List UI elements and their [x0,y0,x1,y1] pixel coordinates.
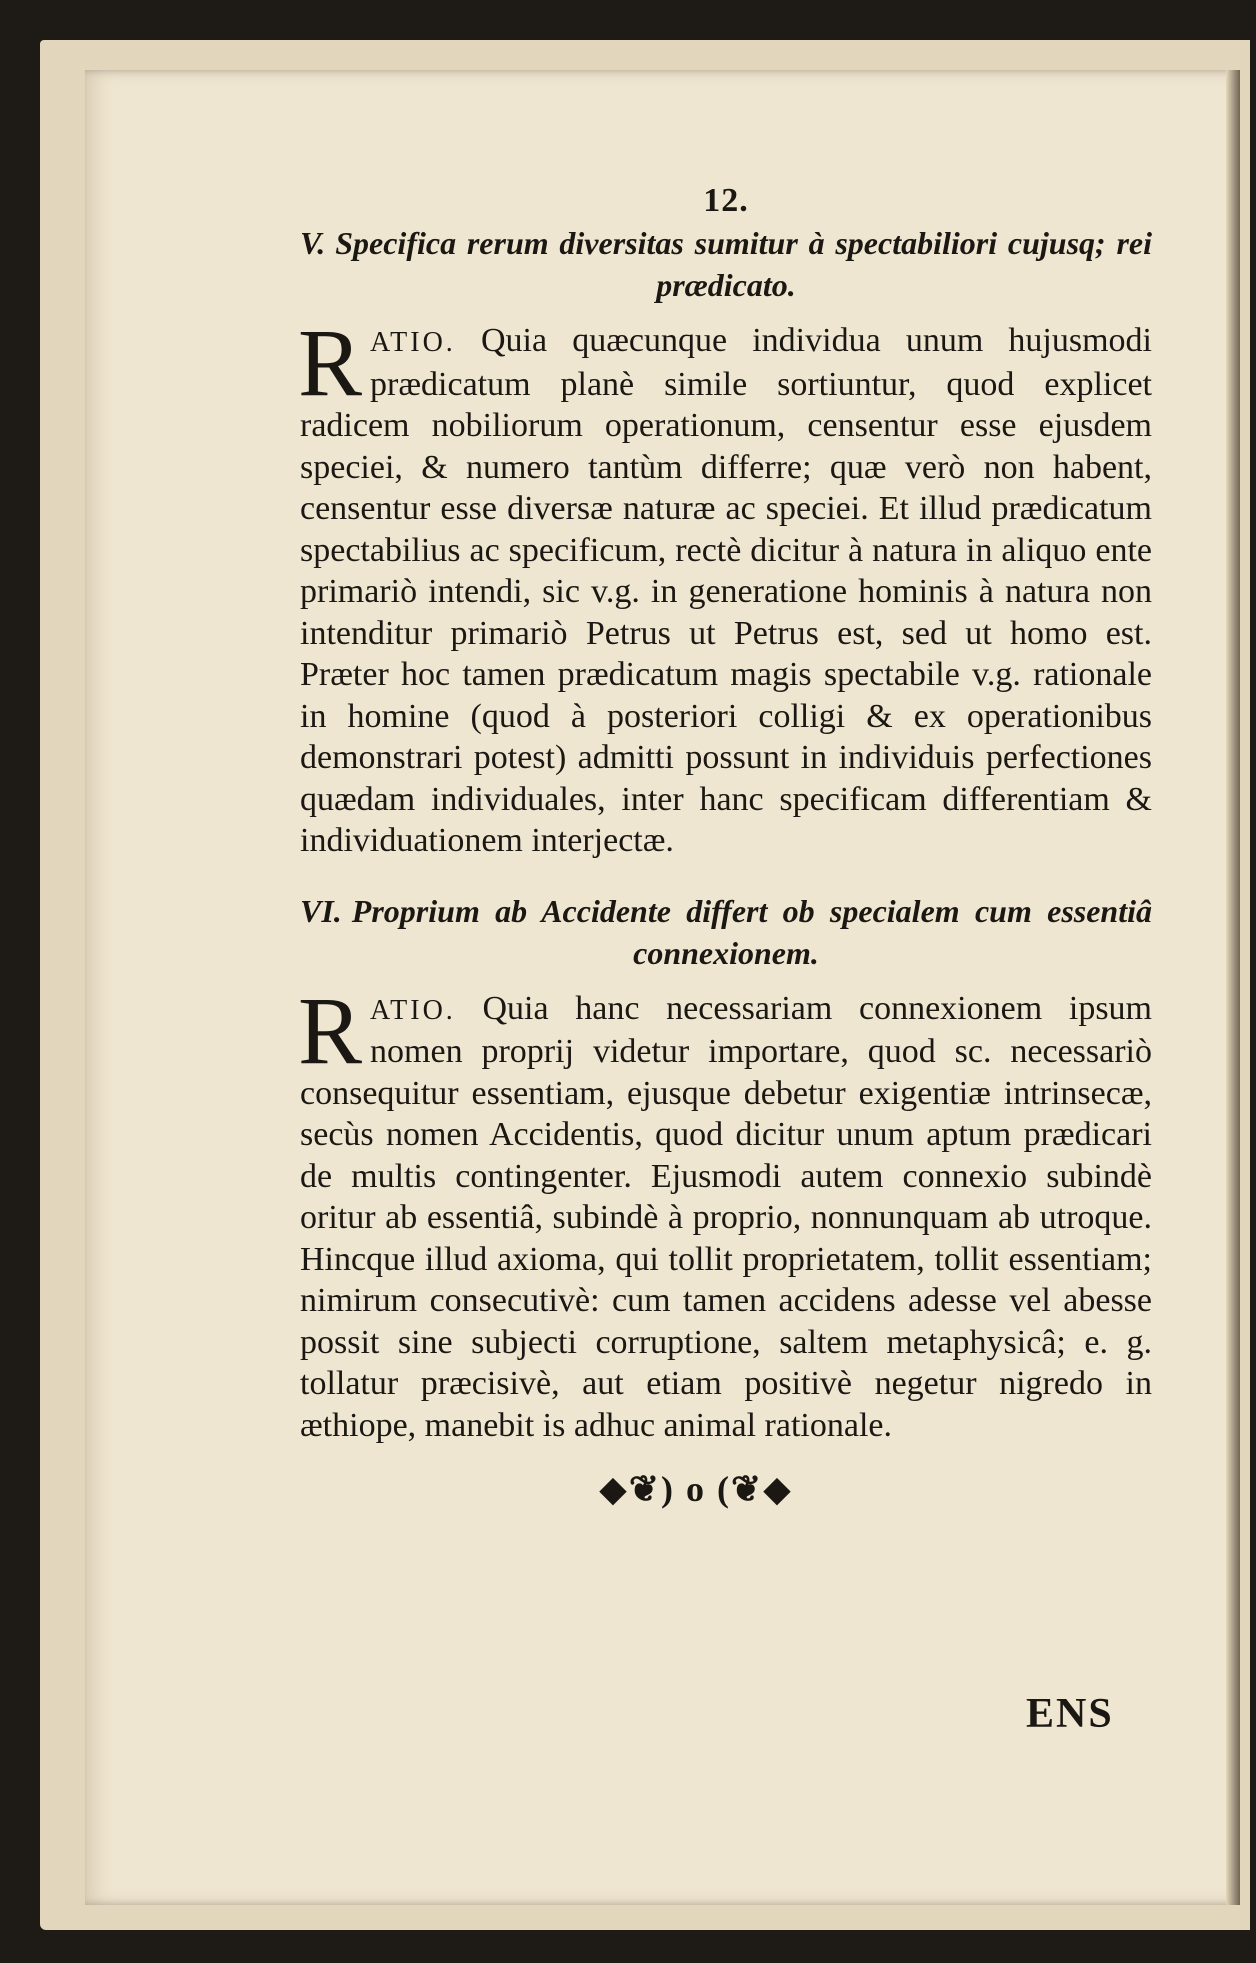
section-numeral: VI. [300,892,342,929]
ratio-label: ATIO. [370,327,456,358]
section-numeral: V. [300,225,326,261]
catchword: ENS [1026,1691,1114,1737]
drop-cap: R [298,976,363,1084]
drop-cap: R [298,309,363,416]
ratio-label: ATIO. [370,994,456,1026]
section-body [298,309,1153,862]
section-body-text: Quia hanc necessariam connexionem ipsum nomen proprij videtur importare, quod sc. necessariò consequitur essentiam, ejusque debetur exigentiæ intrinsecæ, secùs nomen Accidentis, quod dicitur unum aptum prædicari de multis contingenter. Ejusmodi autem connexio subindè oritur ab essentiâ, subindè à proprio, nonnunquam ab utroque. Hincque illud axioma, qui tollit proprietatem, tollit essentiam; nimirum consecutivè: cum tamen accidens adesse vel abesse possit sine subjecti corruptione, saltem metaphysicâ; e. g. tollatur præcisivè, aut etiam positivè negetur nigredo in æthiope, manebit is adhuc animal rationale. [300,989,1152,1444]
page-number: 12. [703,182,749,219]
section-heading-text: Specifica rerum diversitas sumitur à spectabiliori cujusq; rei prædicato. [335,225,1152,303]
section-heading-text: Proprium ab Accidente differt ob specialem cum essentiâ connexionem. [351,892,1152,971]
page-gutter-edge [1226,70,1240,1905]
section-body-text: Quia quæcunque individua unum hujusmodi prædicatum planè simile sortiuntur, quod explicet radicem nobiliorum operationum, censentur esse ejusdem speciei, & numero tantùm differre; quæ verò non habent, censentur esse diversæ naturæ ac speciei. Et illud prædicatum spectabilius ac specificum, rectè dicitur à natura in aliquo ente primariò intendi, sic v.g. in generatione hominis à natura non intenditur primariò Petrus ut Petrus est, sed ut homo est. Præter hoc tamen prædicatum magis spectabile v.g. rationale in homine (quod à posteriori colligi & ex operationibus demonstrari potest) admitti possunt in individuis perfectiones quædam individuales, inter hanc specificam differentiam & individuationem interjectæ. [300,322,1153,859]
ornament-divider: ◆❦) o (❦◆ [599,1469,793,1509]
section-body [298,976,1152,1447]
section-v [300,222,1152,862]
section-vi [300,890,1152,1447]
section-heading [300,890,1152,974]
page-content [300,182,1152,1510]
section-heading [300,222,1152,306]
